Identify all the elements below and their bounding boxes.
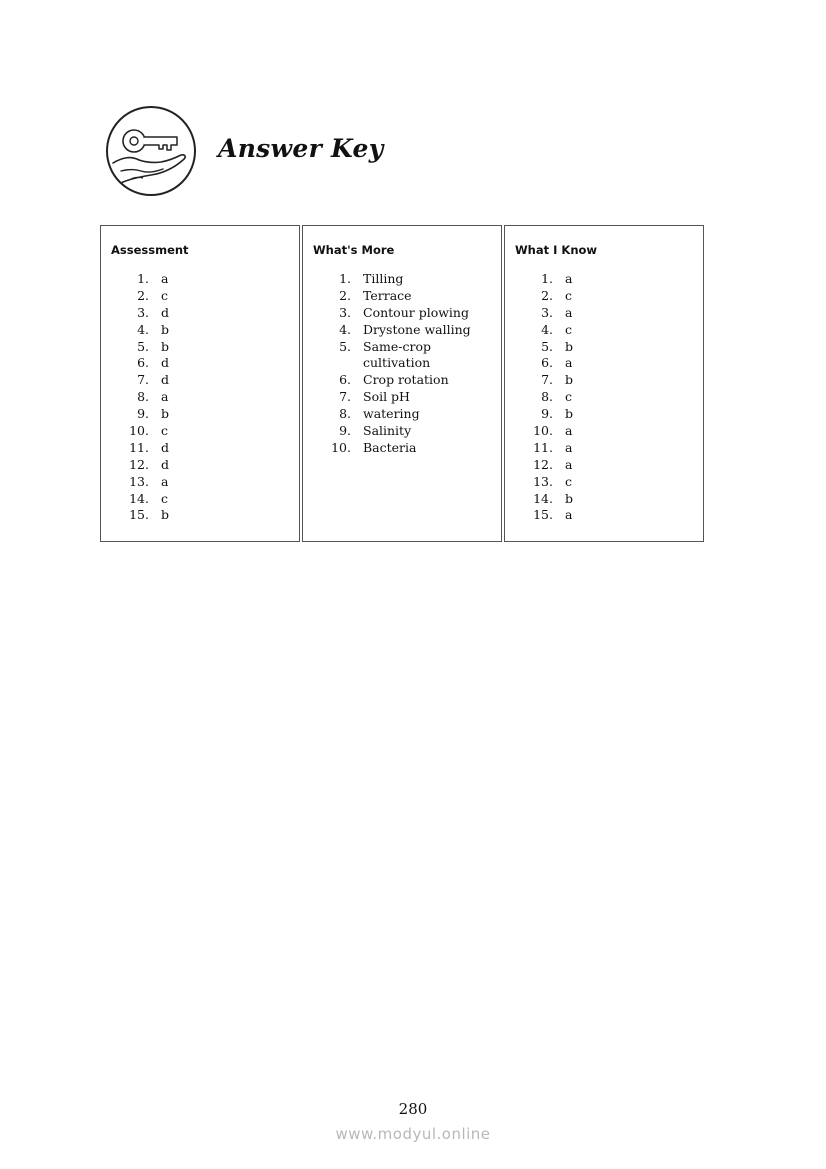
item-number: 9. <box>541 406 553 422</box>
watermark: www.modyul.online <box>335 1125 491 1143</box>
page-number: 280 <box>398 1100 428 1118</box>
item-number: 2. <box>541 287 553 303</box>
item-answer: watering <box>363 406 420 422</box>
item-number: 8. <box>541 389 553 405</box>
item-number: 8. <box>339 406 351 422</box>
key-in-hand-icon <box>105 105 197 197</box>
list-item <box>313 287 412 305</box>
column-assessment <box>100 225 300 542</box>
item-answer: Tilling <box>363 271 404 286</box>
list-item <box>515 355 573 372</box>
list-item <box>111 507 170 524</box>
answer-list <box>313 271 471 457</box>
list-item <box>515 406 574 423</box>
item-answer: b <box>565 490 574 506</box>
item-answer: d <box>161 304 170 320</box>
answer-key-table <box>100 225 706 542</box>
item-number: 1. <box>137 271 149 286</box>
list-item <box>111 287 169 305</box>
list-item <box>515 456 573 474</box>
list-item <box>111 423 169 440</box>
item-number: 5. <box>541 338 553 354</box>
item-number: 3. <box>137 304 149 320</box>
list-item <box>313 389 410 406</box>
item-number: 7. <box>541 372 553 388</box>
item-number: 5. <box>137 338 149 354</box>
list-item <box>515 321 573 339</box>
item-number: 2. <box>339 287 351 303</box>
column-what-i-know <box>504 225 704 542</box>
item-answer: a <box>565 423 573 439</box>
item-answer: d <box>161 355 170 371</box>
item-number: 9. <box>339 423 351 439</box>
item-answer: Crop rotation <box>363 372 449 388</box>
item-number: 6. <box>137 355 149 371</box>
item-answer: c <box>565 473 573 489</box>
list-item <box>515 473 573 491</box>
list-item <box>515 423 573 440</box>
item-answer: c <box>565 321 573 337</box>
item-number: 4. <box>339 321 351 337</box>
list-item <box>313 406 420 423</box>
item-number: 4. <box>541 321 553 337</box>
item-number: 10. <box>331 439 351 455</box>
item-number: 15. <box>533 507 553 523</box>
item-number: 10. <box>129 423 149 439</box>
item-answer: c <box>161 423 169 439</box>
item-number: 12. <box>533 456 553 472</box>
item-number: 14. <box>129 490 149 506</box>
item-answer: b <box>565 406 574 422</box>
list-item <box>111 304 170 322</box>
item-answer: b <box>161 406 170 422</box>
column-heading: What's More <box>313 243 395 257</box>
item-answer: b <box>565 338 574 354</box>
item-answer: d <box>161 372 170 388</box>
item-number: 13. <box>533 473 553 489</box>
item-answer: a <box>565 507 573 523</box>
item-number: 11. <box>533 439 553 455</box>
item-answer: c <box>161 287 169 303</box>
column-heading: Assessment <box>111 243 189 257</box>
list-item <box>515 439 573 457</box>
list-item <box>111 355 170 372</box>
item-answer: Contour plowing <box>363 304 469 320</box>
item-answer: Same-crop <box>363 338 431 354</box>
item-number: 1. <box>541 271 553 286</box>
item-answer: Drystone walling <box>363 321 471 337</box>
list-item <box>515 271 573 288</box>
item-answer: a <box>565 456 573 472</box>
list-item <box>515 490 574 508</box>
answer-list <box>111 271 170 524</box>
item-number: 15. <box>129 507 149 523</box>
item-number: 13. <box>129 473 149 489</box>
item-answer: b <box>161 338 170 354</box>
item-answer: a <box>161 389 169 405</box>
item-number: 6. <box>339 372 351 388</box>
item-number: 8. <box>137 389 149 405</box>
list-item <box>515 287 573 305</box>
list-item <box>313 321 471 339</box>
item-answer: d <box>161 439 170 455</box>
item-answer: b <box>565 372 574 388</box>
list-item <box>313 338 431 356</box>
page-title: Answer Key <box>218 134 384 163</box>
list-item <box>515 338 574 356</box>
column-whats-more <box>302 225 502 542</box>
list-item <box>111 372 170 389</box>
item-number: 7. <box>339 389 351 405</box>
item-number: 10. <box>533 423 553 439</box>
item-answer: c <box>565 389 573 405</box>
item-number: 1. <box>339 271 351 286</box>
item-number: 3. <box>541 304 553 320</box>
list-item <box>111 321 170 339</box>
item-number: 2. <box>137 287 149 303</box>
column-heading: What I Know <box>515 243 598 257</box>
item-number: 12. <box>129 456 149 472</box>
item-answer: a <box>565 355 573 371</box>
list-item <box>515 507 573 524</box>
item-number: 6. <box>541 355 553 371</box>
item-answer: c <box>161 490 169 506</box>
item-answer: a <box>161 473 169 489</box>
list-item <box>515 304 573 322</box>
item-answer: d <box>161 456 170 472</box>
list-item <box>111 271 169 288</box>
list-item <box>313 271 404 288</box>
list-item <box>111 473 169 491</box>
item-answer: a <box>565 271 573 286</box>
list-item <box>313 355 431 372</box>
item-answer: b <box>161 321 170 337</box>
item-number: 4. <box>137 321 149 337</box>
item-answer: Soil pH <box>363 389 410 405</box>
item-answer: a <box>161 271 169 286</box>
list-item <box>111 456 170 474</box>
item-number: 3. <box>339 304 351 320</box>
item-number: 9. <box>137 406 149 422</box>
item-number: 7. <box>137 372 149 388</box>
list-item <box>313 304 469 322</box>
item-number: 14. <box>533 490 553 506</box>
list-item <box>515 389 573 406</box>
list-item <box>111 406 170 423</box>
item-number: 11. <box>129 439 149 455</box>
list-item <box>111 338 170 356</box>
answer-list <box>515 271 574 524</box>
item-answer: a <box>565 439 573 455</box>
item-answer: Salinity <box>363 423 412 439</box>
item-answer: Terrace <box>363 287 412 303</box>
item-number: 5. <box>339 338 351 354</box>
list-item <box>313 423 412 440</box>
list-item <box>313 372 449 389</box>
list-item <box>313 439 417 457</box>
list-item <box>111 439 170 457</box>
item-answer: c <box>565 287 573 303</box>
list-item <box>515 372 574 389</box>
list-item <box>111 389 169 406</box>
list-item <box>111 490 169 508</box>
item-answer: Bacteria <box>363 439 417 455</box>
item-answer: b <box>161 507 170 523</box>
item-answer: a <box>565 304 573 320</box>
item-answer: cultivation <box>363 355 431 371</box>
